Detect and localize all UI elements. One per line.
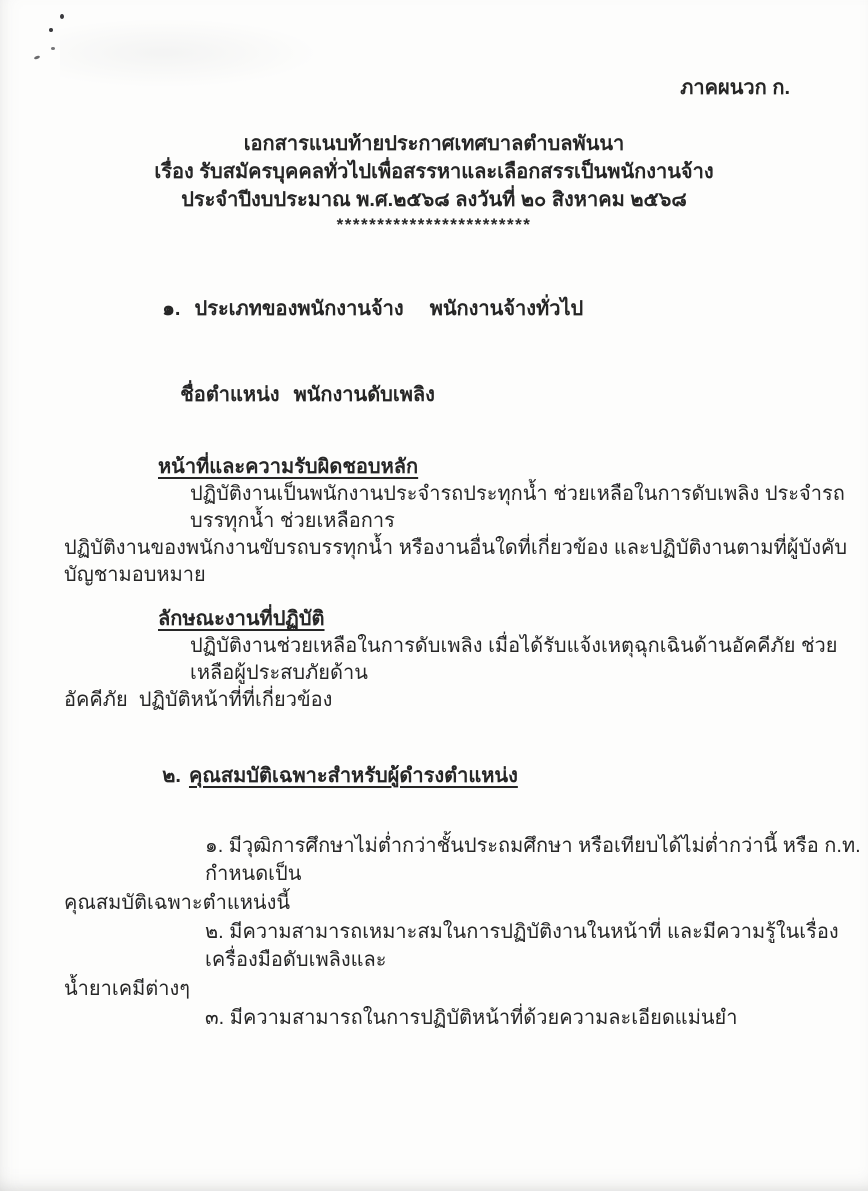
document-title-line-1: เอกสารแนบท้ายประกาศเทศบาลตำบลพันนา	[243, 133, 625, 155]
ink-speck	[60, 14, 64, 19]
qualification-item-1-line-1: ๑. มีวุฒิการศึกษาไม่ต่ำกว่าชั้นประถมศึกษา หรือเทียบได้ไม่ต่ำกว่านี้ หรือ ก.ท. กำหนดเป็น	[205, 835, 867, 885]
section2-heading-text: คุณสมบัติเฉพาะสำหรับผู้ดำรงตำแหน่ง	[188, 765, 518, 787]
duties-paragraph-line-2: ปฏิบัติงานของพนักงานขับรถบรรทุกน้ำ หรืองานอื่นใดที่เกี่ยวข้อง และปฏิบัติงานตามที่ผู้บังคับบัญชามอบหมาย	[64, 537, 848, 586]
section1-number: ๑.	[162, 298, 181, 320]
section1-type-value: พนักงานจ้างทั่วไป	[429, 298, 584, 320]
ink-speck	[49, 28, 53, 32]
section1-employee-type-line	[140, 267, 868, 351]
ink-speck	[34, 55, 41, 60]
position-value: พนักงานดับเพลิง	[293, 384, 435, 406]
position-label: ชื่อตำแหน่ง	[180, 384, 280, 406]
document-title-line-3: ประจำปีงบประมาณ พ.ศ.๒๕๖๘ ลงวันที่ ๒๐ สิงหาคม ๒๕๖๘	[181, 189, 687, 211]
document-title-line-2: เรื่อง รับสมัครบุคคลทั่วไปเพื่อสรรหาและเลือกสรรเป็นพนักงานจ้าง	[154, 161, 714, 183]
section1-position-line	[158, 353, 868, 437]
ink-speck	[51, 47, 55, 50]
section1-type-label: ประเภทของพนักงานจ้าง	[194, 298, 404, 320]
section2-number: ๒.	[162, 765, 181, 787]
qualification-item-2-line-1: ๒. มีความสามารถเหมาะสมในการปฏิบัติงานในหน้าที่ และมีความรู้ในเรื่องเครื่องมือดับเพลิงและ	[205, 921, 839, 971]
qualification-item-2-line-2: น้ำยาเคมีต่างๆ	[64, 978, 190, 1000]
section2-heading	[140, 734, 868, 818]
duties-paragraph-line-1: ปฏิบัติงานเป็นพนักงานประจำรถประทุกน้ำ ช่วยเหลือในการดับเพลิง ประจำรถบรรทุกน้ำ ช่วยเหลือการ	[190, 483, 845, 532]
qualification-item-1-line-2: คุณสมบัติเฉพาะตำแหน่งนี้	[64, 892, 291, 914]
nature-paragraph-line-2: อัคคีภัย ปฏิบัติหน้าที่ที่เกี่ยวข้อง	[64, 689, 333, 711]
duties-heading: หน้าที่และความรับผิดชอบหลัก	[158, 456, 419, 478]
divider-stars: ************************	[336, 215, 532, 234]
nature-of-work-heading: ลักษณะงานที่ปฏิบัติ	[158, 608, 325, 630]
qualification-item-3-line-1: ๓. มีความสามารถในการปฏิบัติหน้าที่ด้วยความละเอียดแม่นยำ	[205, 1007, 738, 1029]
nature-paragraph-line-1: ปฏิบัติงานช่วยเหลือในการดับเพลิง เมื่อได้รับแจ้งเหตุฉุกเฉินด้านอัคคีภัย ช่วยเหลือผู้ประสบภัยด้าน	[190, 635, 838, 684]
document-title-block	[0, 130, 868, 235]
appendix-label: ภาคผนวก ก.	[680, 77, 790, 99]
